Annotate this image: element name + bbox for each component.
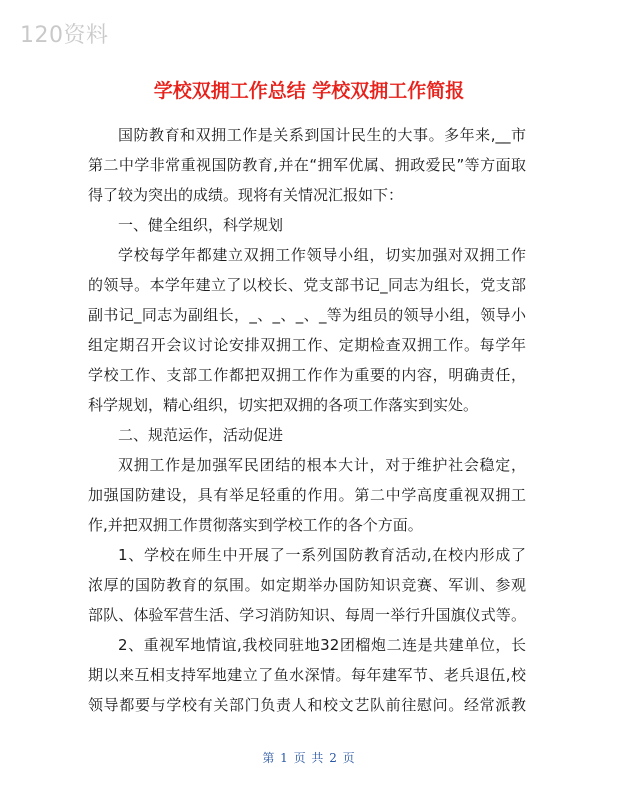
section-heading: 一、健全组织，科学规划 (118, 216, 284, 234)
text-line: 1、学校在师生中开展了一系列国防教育活动,在校内形成了 (118, 546, 526, 564)
watermark: 120资料 (20, 23, 109, 48)
text-line: 作,并把双拥工作贯彻落实到学校工作的各个方面。 (88, 516, 423, 534)
text-line: 第二中学非常重视国防教育,并在“拥军优属、拥政爱民”等方面取 (88, 156, 526, 174)
text-line: 部队、体验军营生活、学习消防知识、每周一举行升国旗仪式等。 (88, 606, 526, 624)
text-line: 学校每学年都建立双拥工作领导小组，切实加强对双拥工作 (118, 246, 526, 264)
document-title: 学校双拥工作总结 学校双拥工作简报 (153, 80, 465, 102)
text-line: 领导都要与学校有关部门负责人和校文艺队前往慰问。经常派教 (88, 696, 526, 714)
text-line: 学校工作、支部工作都把双拥工作作为重要的内容，明确责任， (88, 366, 526, 384)
text-line: 得了较为突出的成绩。现将有关情况汇报如下： (88, 186, 404, 204)
text-line: 组定期召开会议讨论安排双拥工作、定期检查双拥工作。每学年 (88, 336, 526, 354)
text-line: 2、重视军地情谊,我校同驻地32团榴炮二连是共建单位，长 (118, 636, 526, 654)
text-line: 副书记_同志为副组长，_、_、_、_等为组员的领导小组，领导小 (88, 306, 526, 324)
text-line: 期以来互相支持军地建立了鱼水深情。每年建军节、老兵退伍,校 (88, 666, 526, 684)
page-number: 第 1 页 共 2 页 (262, 751, 356, 765)
section-heading: 二、规范运作，活动促进 (118, 426, 284, 444)
text-line: 科学规划，精心组织，切实把双拥的各项工作落实到实处。 (88, 396, 479, 414)
text-line: 国防教育和双拥工作是关系到国计民生的大事。多年来,__市 (118, 126, 526, 144)
text-line: 双拥工作是加强军民团结的根本大计，对于维护社会稳定， (118, 456, 526, 474)
text-line: 浓厚的国防教育的氛围。如定期举办国防知识竞赛、军训、参观 (88, 576, 526, 594)
document-body (88, 120, 526, 720)
text-line: 的领导。本学年建立了以校长、党支部书记_同志为组长，党支部 (88, 276, 526, 294)
text-line: 加强国防建设，具有举足轻重的作用。第二中学高度重视双拥工 (88, 486, 526, 504)
